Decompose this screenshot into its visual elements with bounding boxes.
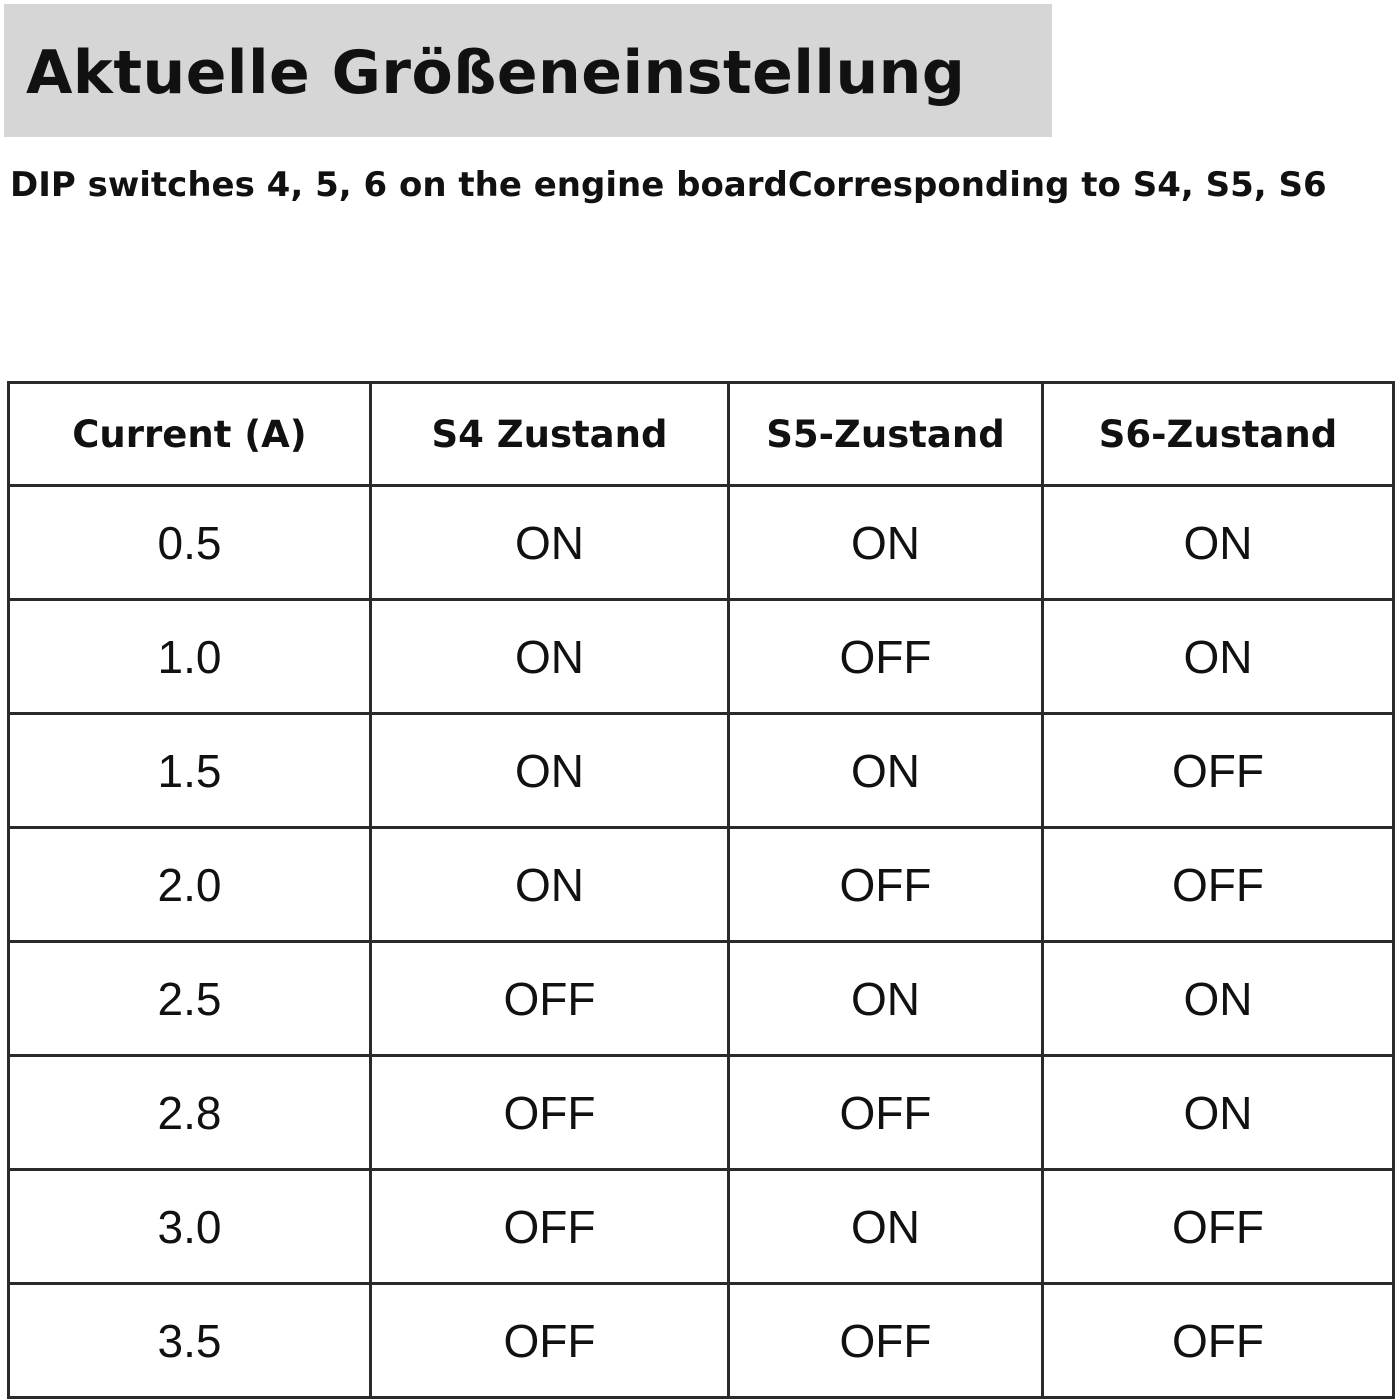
table-header-row (9, 383, 1394, 486)
page-title: Aktuelle Größeneinstellung (26, 38, 966, 108)
title-banner (4, 4, 1052, 137)
table-row (9, 1284, 1394, 1398)
cell-current: 3.0 (9, 1170, 371, 1284)
cell-s5-state: OFF (729, 1056, 1043, 1170)
cell-s4-state: OFF (371, 942, 729, 1056)
cell-current: 3.5 (9, 1284, 371, 1398)
cell-s5-state: ON (729, 942, 1043, 1056)
cell-s6-state: OFF (1043, 1284, 1394, 1398)
table-row (9, 828, 1394, 942)
table-row (9, 942, 1394, 1056)
header-s6-state: S6-Zustand (1043, 383, 1394, 486)
table-row (9, 1170, 1394, 1284)
cell-s5-state: ON (729, 714, 1043, 828)
cell-s6-state: ON (1043, 600, 1394, 714)
table-row (9, 1056, 1394, 1170)
cell-s4-state: ON (371, 714, 729, 828)
table-row (9, 486, 1394, 600)
cell-s4-state: OFF (371, 1170, 729, 1284)
cell-s5-state: OFF (729, 600, 1043, 714)
cell-s5-state: OFF (729, 1284, 1043, 1398)
cell-s6-state: OFF (1043, 714, 1394, 828)
cell-s5-state: ON (729, 486, 1043, 600)
cell-s6-state: ON (1043, 486, 1394, 600)
cell-s4-state: ON (371, 600, 729, 714)
cell-s6-state: ON (1043, 942, 1394, 1056)
current-setting-table (7, 381, 1395, 1399)
cell-s4-state: ON (371, 486, 729, 600)
cell-current: 1.5 (9, 714, 371, 828)
cell-s4-state: OFF (371, 1056, 729, 1170)
header-s4-state: S4 Zustand (371, 383, 729, 486)
cell-s5-state: OFF (729, 828, 1043, 942)
cell-current: 1.0 (9, 600, 371, 714)
cell-current: 2.8 (9, 1056, 371, 1170)
cell-s4-state: ON (371, 828, 729, 942)
page-subtitle: DIP switches 4, 5, 6 on the engine boardCorresponding to S4, S5, S6 (10, 165, 1327, 205)
cell-s4-state: OFF (371, 1284, 729, 1398)
cell-s5-state: ON (729, 1170, 1043, 1284)
cell-s6-state: ON (1043, 1056, 1394, 1170)
cell-s6-state: OFF (1043, 1170, 1394, 1284)
cell-s6-state: OFF (1043, 828, 1394, 942)
table-row (9, 600, 1394, 714)
cell-current: 2.0 (9, 828, 371, 942)
cell-current: 2.5 (9, 942, 371, 1056)
table-row (9, 714, 1394, 828)
cell-current: 0.5 (9, 486, 371, 600)
header-current: Current (A) (9, 383, 371, 486)
header-s5-state: S5-Zustand (729, 383, 1043, 486)
